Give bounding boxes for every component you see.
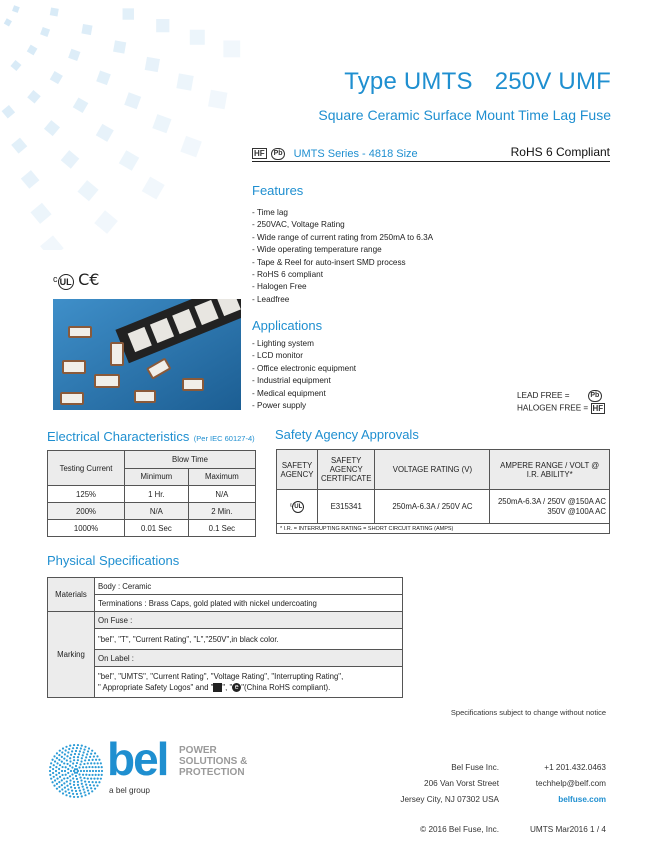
globe-dot: [98, 781, 100, 783]
phone-link[interactable]: +1 201.432.0463: [544, 763, 606, 772]
pattern-square: [142, 177, 165, 200]
spec-note: Specifications subject to change without notice: [450, 708, 606, 717]
globe-dot: [76, 778, 78, 780]
globe-dot: [76, 793, 78, 795]
globe-dot: [49, 774, 51, 776]
table-row: 200% N/A 2 Min.: [48, 503, 256, 520]
pattern-square: [50, 71, 63, 84]
globe-dot: [84, 780, 86, 782]
globe-dot: [53, 764, 55, 766]
list-item: - Office electronic equipment: [252, 363, 357, 373]
globe-dot: [89, 784, 91, 786]
lead-free-legend: LEAD FREE = Pb: [517, 390, 602, 402]
contact: [536, 760, 606, 808]
globe-dot: [54, 760, 56, 762]
ul-icon: ᶜ UL: [53, 273, 72, 288]
bel-logo: bel: [107, 733, 168, 785]
globe-dot: [68, 792, 70, 794]
globe-dot: [50, 778, 52, 780]
halogen-free-icon: HF: [592, 404, 604, 413]
globe-dot: [77, 781, 79, 783]
globe-dot: [93, 778, 95, 780]
globe-dot: [61, 751, 63, 753]
product-photo: [53, 299, 241, 410]
list-item: - Industrial equipment: [252, 376, 331, 386]
globe-dot: [80, 760, 82, 762]
globe-dot: [65, 749, 67, 751]
copyright: © 2016 Bel Fuse, Inc.: [420, 825, 499, 834]
globe-dot: [86, 770, 88, 772]
globe-dot: [75, 750, 77, 752]
globe-dot: [87, 789, 89, 791]
globe-dot: [59, 776, 61, 778]
globe-dot: [61, 774, 63, 776]
globe-dot: [96, 785, 98, 787]
globe-dot: [55, 766, 57, 768]
globe-dot: [63, 762, 65, 764]
globe-dot: [84, 794, 86, 796]
globe-dot: [73, 796, 75, 798]
globe-dot: [100, 778, 102, 780]
bel-tagline: POWER SOLUTIONS & PROTECTION: [179, 745, 248, 778]
globe-dot: [73, 784, 75, 786]
globe-dot: [65, 774, 67, 776]
lead-free-icon: Pb: [588, 390, 602, 402]
globe-dot: [101, 770, 103, 772]
globe-dot: [80, 792, 82, 794]
globe-dot: [98, 759, 100, 761]
list-item: - Wide operating temperature range: [252, 245, 382, 255]
globe-dot: [62, 792, 64, 794]
globe-dot: [56, 788, 58, 790]
globe-dot: [87, 762, 89, 764]
list-item: - Lighting system: [252, 339, 314, 348]
globe-dot: [83, 777, 85, 779]
decorative-pattern: [0, 0, 260, 250]
globe-dot: [95, 774, 97, 776]
globe-dot: [93, 762, 95, 764]
list-item: - Time lag: [252, 208, 288, 217]
electrical-heading: Electrical Characteristics (Per IEC 60127-4): [47, 429, 255, 444]
globe-dot: [82, 786, 84, 788]
list-item: - Wide range of current rating from 250mA to 6.3A: [252, 232, 434, 242]
list-item: - Power supply: [252, 401, 307, 411]
pattern-square: [123, 8, 134, 19]
list-item: - Medical equipment: [252, 388, 326, 398]
pattern-square: [145, 57, 160, 72]
globe-dot: [65, 794, 67, 796]
features-heading: Features: [252, 183, 304, 198]
globe-dot: [65, 766, 67, 768]
globe-dot: [101, 766, 103, 768]
globe-dot: [75, 765, 77, 767]
list-item: - Tape & Reel for auto-insert SMD process: [252, 257, 406, 267]
globe-dot: [67, 751, 69, 753]
globe-dot: [83, 763, 85, 765]
globe-dot: [83, 791, 85, 793]
globe-dot: [62, 747, 64, 749]
globe-dot: [91, 750, 93, 752]
globe-dot: [55, 770, 57, 772]
safety-table: SAFETY AGENCY SAFETY AGENCY CERTIFICATE VOLTAGE RATING (V) AMPERE RANGE / VOLT @ I.R. ABILITY* ᶜ UL E315341 250mA-6.3A / 250V AC 250mA-6.3A / 250V @150A AC 350V @100A AC * I.R. = INTERRUPTING RATING = SHORT CIRCUIT RATING (AMPS): [276, 449, 610, 534]
globe-dot: [71, 790, 73, 792]
globe-dot: [64, 770, 66, 772]
globe-dot: [56, 783, 58, 785]
globe-dot: [61, 766, 63, 768]
globe-dot: [73, 756, 75, 758]
globe-dot: [73, 759, 75, 761]
pattern-square: [61, 150, 80, 169]
globe-dot: [95, 781, 97, 783]
globe-dot: [77, 744, 79, 746]
globe-dot: [92, 770, 94, 772]
globe-dot: [87, 777, 89, 779]
globe-dot: [93, 784, 95, 786]
bel-group: a bel group: [109, 786, 150, 795]
globe-dot: [74, 753, 76, 755]
globe-dot: [76, 772, 78, 774]
globe-dot: [88, 792, 90, 794]
globe-dot: [59, 764, 61, 766]
globe-dot: [98, 774, 100, 776]
globe-dot: [91, 790, 93, 792]
globe-dot: [83, 751, 85, 753]
globe-dot: [63, 777, 65, 779]
globe-dot: [82, 754, 84, 756]
series-label: UMTS Series - 4818 Size: [293, 147, 418, 160]
safety-heading: Safety Agency Approvals: [275, 427, 419, 442]
pattern-square: [96, 71, 111, 86]
halogen-free-icon: HF: [254, 149, 265, 159]
globe-dot: [73, 781, 75, 783]
globe-dot: [79, 790, 81, 792]
globe-dot: [92, 781, 94, 783]
globe-dot: [74, 768, 76, 770]
globe-dot: [95, 759, 97, 761]
table-row: 1000% 0.01 Sec 0.1 Sec: [48, 520, 256, 537]
globe-dot: [66, 777, 68, 779]
pattern-square: [208, 90, 227, 109]
ul-icon: ᶜ UL: [277, 490, 318, 524]
globe-dot: [86, 753, 88, 755]
globe-dot: [61, 788, 63, 790]
globe-dot: [73, 744, 75, 746]
globe-dot: [67, 772, 69, 774]
globe-dot: [95, 766, 97, 768]
globe-dot: [90, 778, 92, 780]
globe-dot: [70, 754, 72, 756]
globe-dot: [56, 778, 58, 780]
globe-dot: [81, 757, 83, 759]
globe-dot: [76, 762, 78, 764]
globe-dot: [89, 770, 91, 772]
globe-dot: [85, 784, 87, 786]
globe-dot: [72, 777, 74, 779]
pattern-square: [96, 124, 114, 142]
globe-dot: [95, 770, 97, 772]
globe-dot: [72, 747, 74, 749]
globe-dot: [61, 779, 63, 781]
list-item: - Halogen Free: [252, 282, 307, 292]
globe-dot: [51, 759, 53, 761]
globe-dot: [92, 759, 94, 761]
globe-dot: [88, 781, 90, 783]
globe-dot: [81, 783, 83, 785]
globe-dot: [74, 787, 76, 789]
ce-icon: C€: [78, 270, 100, 289]
globe-dot: [80, 779, 82, 781]
bel-globe-icon: [47, 742, 105, 800]
pattern-square: [12, 5, 20, 13]
globe-dot: [58, 759, 60, 761]
globe-dot: [100, 762, 102, 764]
pattern-square: [124, 92, 141, 109]
pattern-square: [4, 18, 12, 26]
globe-dot: [54, 779, 56, 781]
globe-dot: [83, 770, 85, 772]
globe-dot: [85, 756, 87, 758]
globe-dot: [81, 795, 83, 797]
globe-dot: [69, 757, 71, 759]
globe-dot: [71, 750, 73, 752]
pattern-square: [81, 24, 92, 35]
globe-dot: [58, 768, 60, 770]
globe-dot: [69, 765, 71, 767]
globe-dot: [69, 775, 71, 777]
globe-dot: [83, 788, 85, 790]
list-item: - RoHS 6 compliant: [252, 270, 323, 280]
globe-dot: [88, 766, 90, 768]
globe-dot: [76, 768, 78, 770]
pattern-square: [68, 49, 80, 61]
email-link[interactable]: techhelp@belf.com: [535, 779, 606, 788]
globe-dot: [56, 757, 58, 759]
globe-dot: [69, 795, 71, 797]
globe-dot: [88, 747, 90, 749]
pattern-square: [77, 180, 98, 201]
globe-dot: [77, 759, 79, 761]
page-title: Type UMTS 250V UMF: [344, 68, 611, 95]
pattern-square: [27, 90, 41, 104]
globe-dot: [77, 796, 79, 798]
pattern-square: [40, 235, 64, 250]
doc-id: UMTS Mar2016 1 / 4: [530, 825, 606, 834]
globe-dot: [76, 747, 78, 749]
globe-dot: [86, 787, 88, 789]
globe-dot: [61, 770, 63, 772]
pattern-square: [21, 170, 40, 189]
pattern-square: [176, 73, 193, 90]
globe-dot: [61, 784, 63, 786]
globe-dot: [78, 753, 80, 755]
series-bar: [252, 145, 610, 162]
globe-dot: [79, 776, 81, 778]
globe-dot: [80, 747, 82, 749]
globe-dot: [56, 762, 58, 764]
list-item: - Leadfree: [252, 294, 290, 304]
globe-dot: [66, 763, 68, 765]
globe-dot: [72, 793, 74, 795]
globe-dot: [58, 754, 60, 756]
pattern-square: [94, 210, 118, 234]
halogen-free-legend: HALOGEN FREE = HF: [517, 403, 604, 413]
globe-dot: [69, 783, 71, 785]
pattern-square: [30, 203, 51, 224]
globe-dot: [94, 752, 96, 754]
globe-dot: [81, 745, 83, 747]
globe-dot: [70, 786, 72, 788]
pattern-square: [190, 30, 205, 45]
globe-dot: [96, 755, 98, 757]
globe-dot: [77, 756, 79, 758]
globe-dot: [87, 750, 89, 752]
globe-dot: [78, 766, 80, 768]
globe-dot: [52, 768, 54, 770]
globe-dot: [90, 787, 92, 789]
pattern-square: [40, 27, 50, 37]
pattern-square: [180, 136, 202, 158]
features-list: [252, 207, 433, 306]
globe-dot: [88, 759, 90, 761]
certification-logos: [53, 270, 99, 290]
globe-dot: [51, 781, 53, 783]
globe-dot: [63, 758, 65, 760]
address: Bel Fuse Inc. 206 Van Vorst Street Jersey City, NJ 07302 USA: [400, 763, 499, 804]
globe-dot: [75, 790, 77, 792]
globe-dot: [58, 772, 60, 774]
globe-dot: [69, 779, 71, 781]
globe-dot: [69, 745, 71, 747]
list-item: - 250VAC, Voltage Rating: [252, 220, 345, 230]
pattern-square: [113, 40, 126, 53]
globe-dot: [66, 755, 68, 757]
globe-dot: [97, 778, 99, 780]
globe-dot: [49, 766, 51, 768]
rohs-label: RoHS 6 Compliant: [510, 145, 610, 159]
globe-dot: [53, 755, 55, 757]
globe-dot: [66, 780, 68, 782]
globe-dot: [69, 760, 71, 762]
globe-dot: [88, 774, 90, 776]
globe-dot: [91, 766, 93, 768]
globe-dot: [50, 762, 52, 764]
globe-dot: [94, 788, 96, 790]
globe-dot: [84, 746, 86, 748]
globe-dot: [49, 770, 51, 772]
pattern-square: [50, 7, 59, 16]
globe-dot: [82, 766, 84, 768]
globe-dot: [90, 753, 92, 755]
globe-dot: [70, 770, 72, 772]
globe-dot: [61, 761, 63, 763]
page-subtitle: Square Ceramic Surface Mount Time Lag Fuse: [318, 107, 611, 123]
globe-dot: [58, 781, 60, 783]
globe-dot: [67, 768, 69, 770]
globe-dot: [55, 774, 57, 776]
globe-dot: [82, 774, 84, 776]
globe-dot: [85, 774, 87, 776]
globe-dot: [97, 762, 99, 764]
globe-dot: [78, 773, 80, 775]
globe-dot: [84, 759, 86, 761]
globe-dot: [85, 766, 87, 768]
globe-dot: [98, 770, 100, 772]
globe-dot: [52, 772, 54, 774]
globe-dot: [63, 782, 65, 784]
lead-free-icon: Pb: [271, 148, 285, 160]
globe-dot: [79, 750, 81, 752]
globe-dot: [58, 786, 60, 788]
globe-dot: [59, 750, 61, 752]
globe-dot: [53, 785, 55, 787]
globe-dot: [93, 755, 95, 757]
pattern-square: [152, 114, 171, 133]
table-row: 125% 1 Hr. N/A: [48, 486, 256, 503]
pattern-square: [10, 60, 21, 71]
globe-dot: [68, 748, 70, 750]
table-row: ᶜ UL E315341 250mA-6.3A / 250V AC 250mA-6.3A / 250V @150A AC 350V @100A AC: [277, 490, 610, 524]
electrical-table: Testing Current Blow Time Minimum Maximum 125% 1 Hr. N/A 200% N/A 2 Min. 1000% 0.01 Sec 0.1 Sec: [47, 450, 256, 537]
globe-dot: [66, 759, 68, 761]
globe-dot: [65, 790, 67, 792]
pattern-square: [27, 45, 38, 56]
globe-dot: [67, 788, 69, 790]
physical-heading: Physical Specifications: [47, 553, 180, 568]
pattern-square: [119, 150, 139, 170]
applications-list: [252, 338, 356, 412]
globe-dot: [65, 746, 67, 748]
globe-dot: [64, 753, 66, 755]
globe-dot: [80, 770, 82, 772]
pattern-square: [44, 120, 60, 136]
globe-dot: [78, 787, 80, 789]
china-rohs-e-icon: e: [232, 683, 241, 692]
globe-dot: [89, 756, 91, 758]
applications-heading: Applications: [252, 318, 323, 333]
globe-dot: [77, 784, 79, 786]
globe-dot: [101, 774, 103, 776]
website-link[interactable]: belfuse.com: [558, 795, 606, 804]
globe-dot: [98, 766, 100, 768]
globe-dot: [64, 787, 66, 789]
globe-dot: [83, 749, 85, 751]
pattern-square: [11, 138, 27, 154]
physical-table: Materials Body : Ceramic Terminations : Brass Caps, gold plated with nickel undercoating Marking On Fuse : "bel", "T", "Current Rating", "L","250V",in black color. On Label : "bel", "UMTS", "Current Rating", "Voltage Rating", "Interrupting Rating", " Appropriate Safety Logos" and " ", " e "(China RoHS compliant).: [47, 577, 403, 698]
globe-dot: [72, 762, 74, 764]
list-item: - LCD monitor: [252, 351, 303, 361]
globe-dot: [61, 756, 63, 758]
globe-dot: [71, 766, 73, 768]
globe-dot: [79, 763, 81, 765]
globe-dot: [91, 774, 93, 776]
globe-dot: [71, 773, 73, 775]
globe-dot: [56, 752, 58, 754]
pattern-square: [73, 97, 89, 113]
pattern-square: [2, 105, 16, 119]
pattern-square: [223, 40, 240, 57]
globe-dot: [90, 762, 92, 764]
globe-dot: [59, 790, 61, 792]
globe-dot: [53, 776, 55, 778]
globe-dot: [66, 785, 68, 787]
pattern-square: [156, 19, 169, 32]
globe-dot: [75, 775, 77, 777]
